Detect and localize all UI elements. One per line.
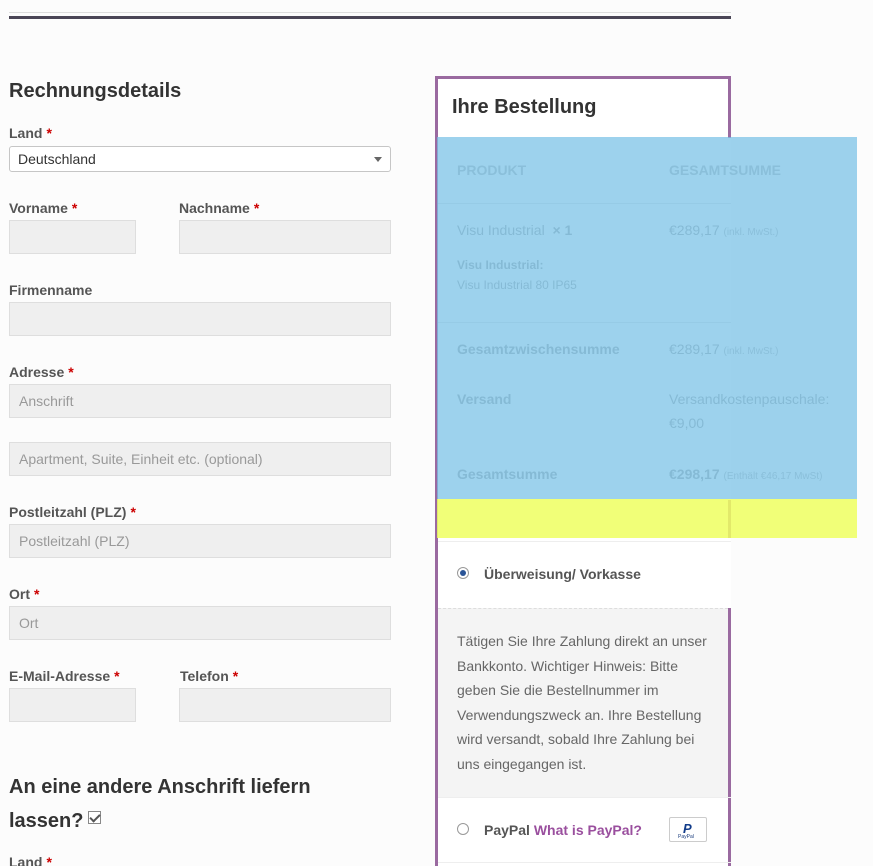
- payment-divider: [438, 541, 731, 542]
- shipping-country-label: Land *: [9, 854, 52, 866]
- payment-divider: [438, 862, 731, 863]
- firstname-label: Vorname *: [9, 200, 78, 216]
- address-label: Adresse *: [9, 364, 74, 380]
- country-label: Land *: [9, 125, 52, 141]
- lastname-label: Nachname *: [179, 200, 260, 216]
- what-is-paypal-link[interactable]: What is PayPal?: [533, 822, 642, 838]
- country-select-value: Deutschland: [18, 151, 96, 167]
- top-divider-thin: [9, 12, 731, 13]
- paypal-logo-icon: P PayPal: [669, 817, 707, 842]
- bank-description: Tätigen Sie Ihre Zahlung direkt an unser Bankkonto. Wichtiger Hinweis: Bitte geben Sie die Bestellnummer im Verwendungszweck an. Ihre Bestellung wird versandt, sobald Ihre Zahlung bei uns eingegangen ist.: [457, 633, 707, 772]
- company-label: Firmenname: [9, 282, 93, 298]
- email-field[interactable]: [9, 688, 136, 722]
- payment-divider: [438, 797, 731, 798]
- ship-different-checkbox[interactable]: [88, 811, 101, 824]
- phone-field[interactable]: [179, 688, 391, 722]
- lastname-field[interactable]: [179, 220, 391, 254]
- highlight-overlay-yellow: [437, 499, 857, 538]
- city-label: Ort *: [9, 586, 40, 602]
- order-title: Ihre Bestellung: [452, 96, 597, 118]
- billing-title: Rechnungsdetails: [9, 80, 182, 102]
- firstname-field[interactable]: [9, 220, 136, 254]
- shipping-title-line2: lassen?: [9, 810, 101, 833]
- city-field[interactable]: Ort: [9, 606, 391, 640]
- bank-label: Überweisung/ Vorkasse: [484, 566, 641, 582]
- top-divider: [9, 16, 731, 19]
- country-select[interactable]: [9, 146, 391, 172]
- address-field[interactable]: Anschrift: [9, 384, 391, 418]
- company-field[interactable]: [9, 302, 391, 336]
- shipping-title-line1: An eine andere Anschrift liefern: [9, 776, 311, 798]
- email-label: E-Mail-Adresse *: [9, 668, 120, 684]
- postcode-field[interactable]: Postleitzahl (PLZ): [9, 524, 391, 558]
- paypal-radio[interactable]: [457, 823, 469, 835]
- address2-field[interactable]: Apartment, Suite, Einheit etc. (optional): [9, 442, 391, 476]
- postcode-label: Postleitzahl (PLZ) *: [9, 504, 136, 520]
- phone-label: Telefon *: [180, 668, 239, 684]
- highlight-overlay-blue: [437, 137, 857, 499]
- paypal-label: PayPal What is PayPal?: [484, 822, 642, 838]
- bank-radio[interactable]: [457, 567, 469, 579]
- chevron-down-icon: [374, 157, 382, 162]
